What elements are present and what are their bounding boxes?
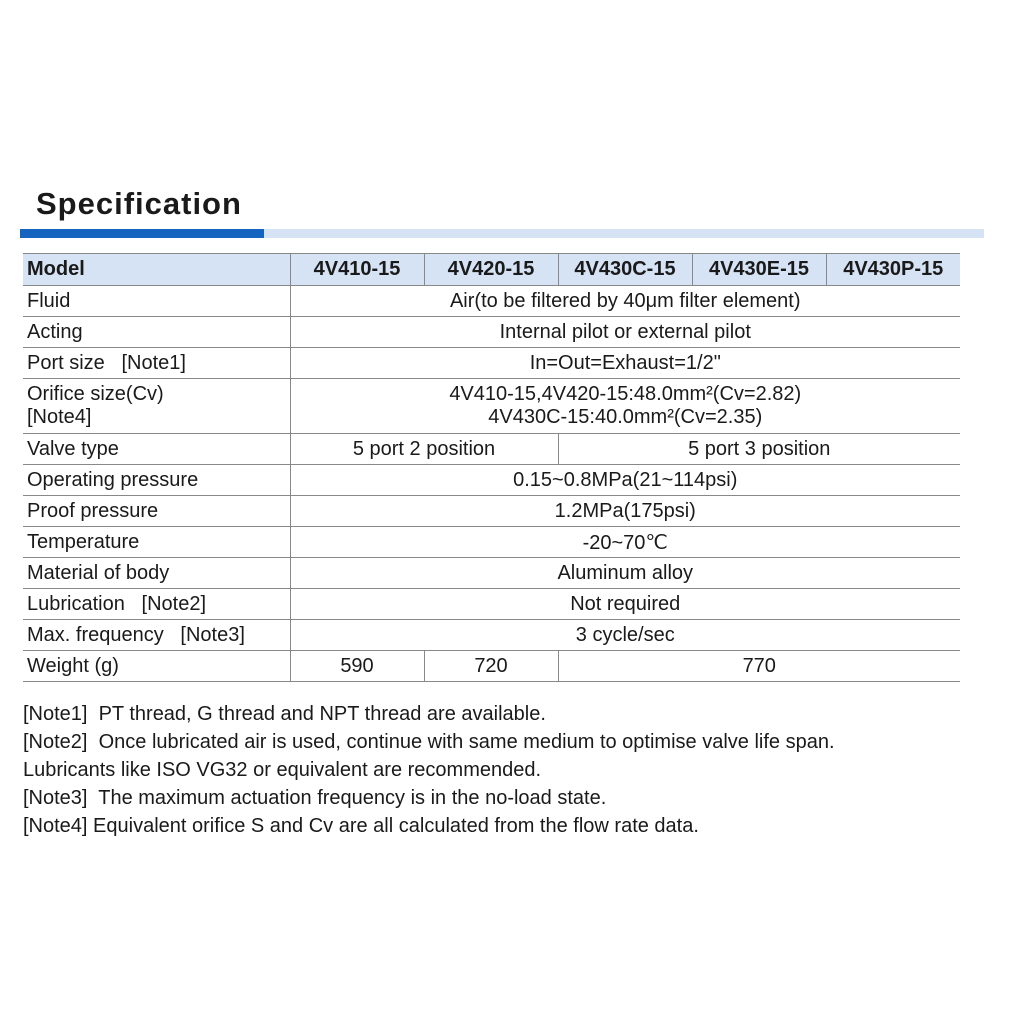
valve-type-label: Valve type bbox=[23, 434, 290, 465]
proof-pressure-value: 1.2MPa(175psi) bbox=[290, 496, 960, 527]
model-4v410-15: 4V410-15 bbox=[290, 254, 424, 286]
page-title: Specification bbox=[36, 186, 242, 221]
fluid-value: Air(to be filtered by 40μm filter element) bbox=[290, 286, 960, 317]
port-size-value: In=Out=Exhaust=1/2" bbox=[290, 348, 960, 379]
table-row bbox=[23, 286, 960, 317]
proof-pressure-label: Proof pressure bbox=[23, 496, 290, 527]
model-4v430p-15: 4V430P-15 bbox=[826, 254, 960, 286]
material-label: Material of body bbox=[23, 558, 290, 589]
valve-type-three-position: 5 port 3 position bbox=[558, 434, 960, 465]
table-row bbox=[23, 465, 960, 496]
frequency-label: Max. frequency [Note3] bbox=[23, 620, 290, 651]
model-4v420-15: 4V420-15 bbox=[424, 254, 558, 286]
table-row bbox=[23, 589, 960, 620]
notes bbox=[23, 700, 835, 840]
orifice-label-line2: [Note4] bbox=[27, 406, 92, 428]
note-3: [Note3] The maximum actuation frequency is in the no-load state. bbox=[23, 787, 607, 809]
orifice-label-line1: Orifice size(Cv) bbox=[27, 383, 164, 405]
port-size-label: Port size [Note1] bbox=[23, 348, 290, 379]
note-4: [Note4] Equivalent orifice S and Cv are all calculated from the flow rate data. bbox=[23, 815, 699, 837]
temperature-label: Temperature bbox=[23, 527, 290, 558]
note-2-continued: Lubricants like ISO VG32 or equivalent are recommended. bbox=[23, 759, 542, 781]
table-row bbox=[23, 496, 960, 527]
orifice-value bbox=[290, 379, 960, 434]
model-4v430c-15: 4V430C-15 bbox=[558, 254, 692, 286]
weight-4v420: 720 bbox=[424, 651, 558, 682]
weight-label: Weight (g) bbox=[23, 651, 290, 682]
specification-table bbox=[23, 253, 960, 682]
table-row bbox=[23, 527, 960, 558]
orifice-value-line2: 4V430C-15:40.0mm²(Cv=2.35) bbox=[488, 406, 763, 428]
weight-4v430: 770 bbox=[558, 651, 960, 682]
table-row bbox=[23, 558, 960, 589]
orifice-value-line1: 4V410-15,4V420-15:48.0mm²(Cv=2.82) bbox=[449, 383, 802, 405]
note-1: [Note1] PT thread, G thread and NPT thread are available. bbox=[23, 703, 546, 725]
table-row bbox=[23, 620, 960, 651]
acting-label: Acting bbox=[23, 317, 290, 348]
model-4v430e-15: 4V430E-15 bbox=[692, 254, 826, 286]
fluid-label: Fluid bbox=[23, 286, 290, 317]
table-row bbox=[23, 348, 960, 379]
operating-pressure-value: 0.15~0.8MPa(21~114psi) bbox=[290, 465, 960, 496]
title-underline-accent bbox=[20, 229, 264, 238]
model-label: Model bbox=[23, 254, 290, 286]
temperature-value: -20~70℃ bbox=[290, 527, 960, 558]
frequency-value: 3 cycle/sec bbox=[290, 620, 960, 651]
note-2: [Note2] Once lubricated air is used, continue with same medium to optimise valve life span. bbox=[23, 731, 835, 753]
table-row bbox=[23, 379, 960, 434]
lubrication-value: Not required bbox=[290, 589, 960, 620]
title-underline bbox=[20, 229, 984, 238]
material-value: Aluminum alloy bbox=[290, 558, 960, 589]
valve-type-two-position: 5 port 2 position bbox=[290, 434, 558, 465]
acting-value: Internal pilot or external pilot bbox=[290, 317, 960, 348]
table-row bbox=[23, 434, 960, 465]
operating-pressure-label: Operating pressure bbox=[23, 465, 290, 496]
table-row bbox=[23, 651, 960, 682]
weight-4v410: 590 bbox=[290, 651, 424, 682]
lubrication-label: Lubrication [Note2] bbox=[23, 589, 290, 620]
orifice-label bbox=[23, 379, 290, 434]
table-row bbox=[23, 317, 960, 348]
table-header-row bbox=[23, 254, 960, 286]
